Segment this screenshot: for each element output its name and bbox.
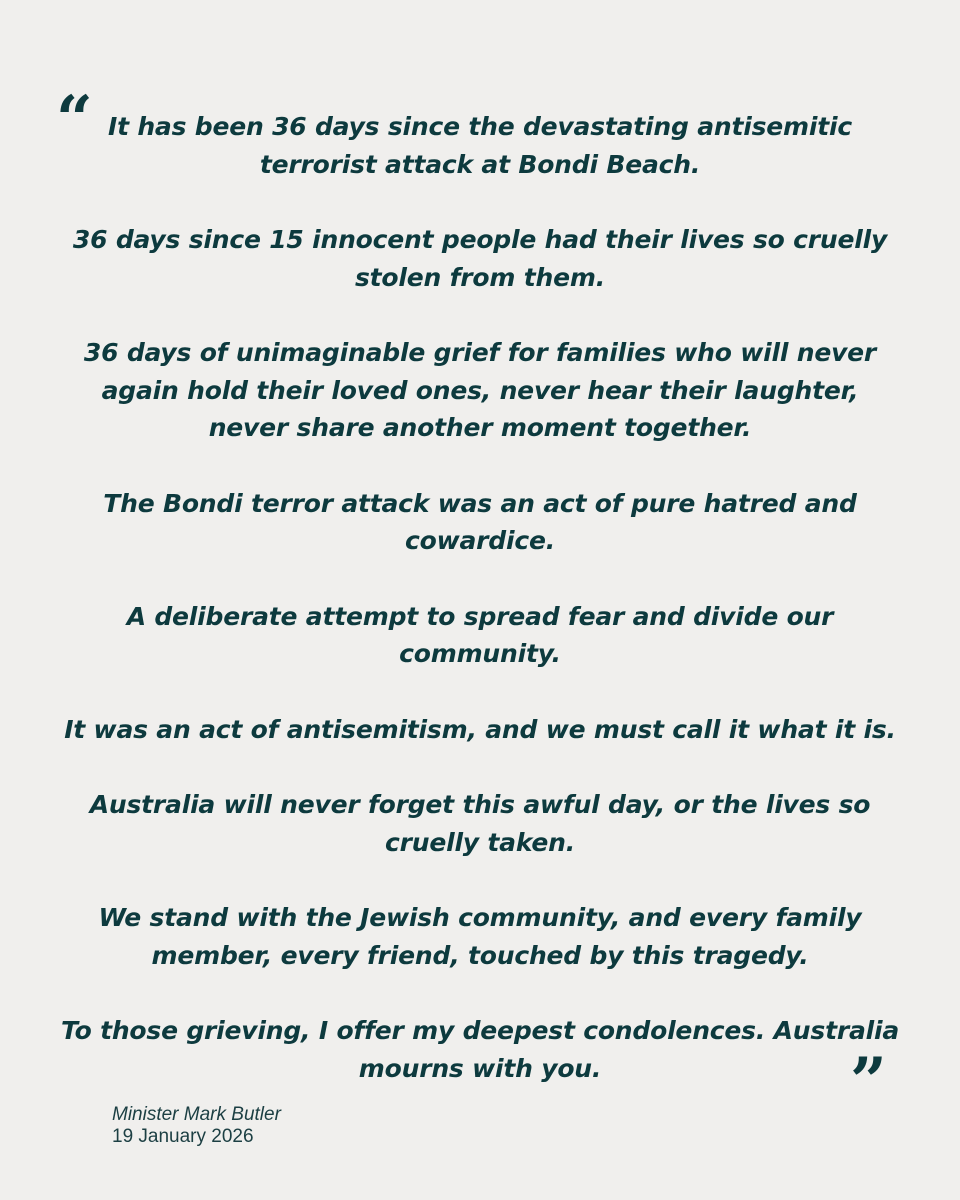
statement-body: [60, 108, 900, 1087]
author-name: Minister Mark Butler: [112, 1104, 281, 1125]
open-quote-icon: “: [56, 82, 93, 157]
statement-paragraph-3: 36 days of unimaginable grief for families who will never again hold their loved ones, never hear their laughter, never share another moment together.: [83, 338, 877, 442]
attribution: [112, 1104, 281, 1148]
statement-paragraph-2: 36 days since 15 innocent people had their lives so cruelly stolen from them.: [72, 225, 888, 292]
statement-paragraph-9: To those grieving, I offer my deepest condolences. Australia mourns with you.: [60, 1016, 900, 1083]
statement-paragraph-5: A deliberate attempt to spread fear and divide our community.: [126, 601, 834, 668]
statement-paragraph-4: The Bondi terror attack was an act of pure hatred and cowardice.: [103, 488, 857, 555]
statement-paragraph-7: Australia will never forget this awful day, or the lives so cruelly taken.: [89, 790, 871, 857]
statement-paragraph-8: We stand with the Jewish community, and every family member, every friend, touched by this tragedy.: [98, 903, 862, 970]
statement-paragraph-1: It has been 36 days since the devastating antisemitic terrorist attack at Bondi Beach.: [107, 112, 853, 179]
close-quote-icon: ”: [850, 1044, 887, 1119]
statement-paragraph-6: It was an act of antisemitism, and we must call it what it is.: [64, 714, 896, 744]
statement-date: 19 January 2026: [112, 1126, 254, 1147]
